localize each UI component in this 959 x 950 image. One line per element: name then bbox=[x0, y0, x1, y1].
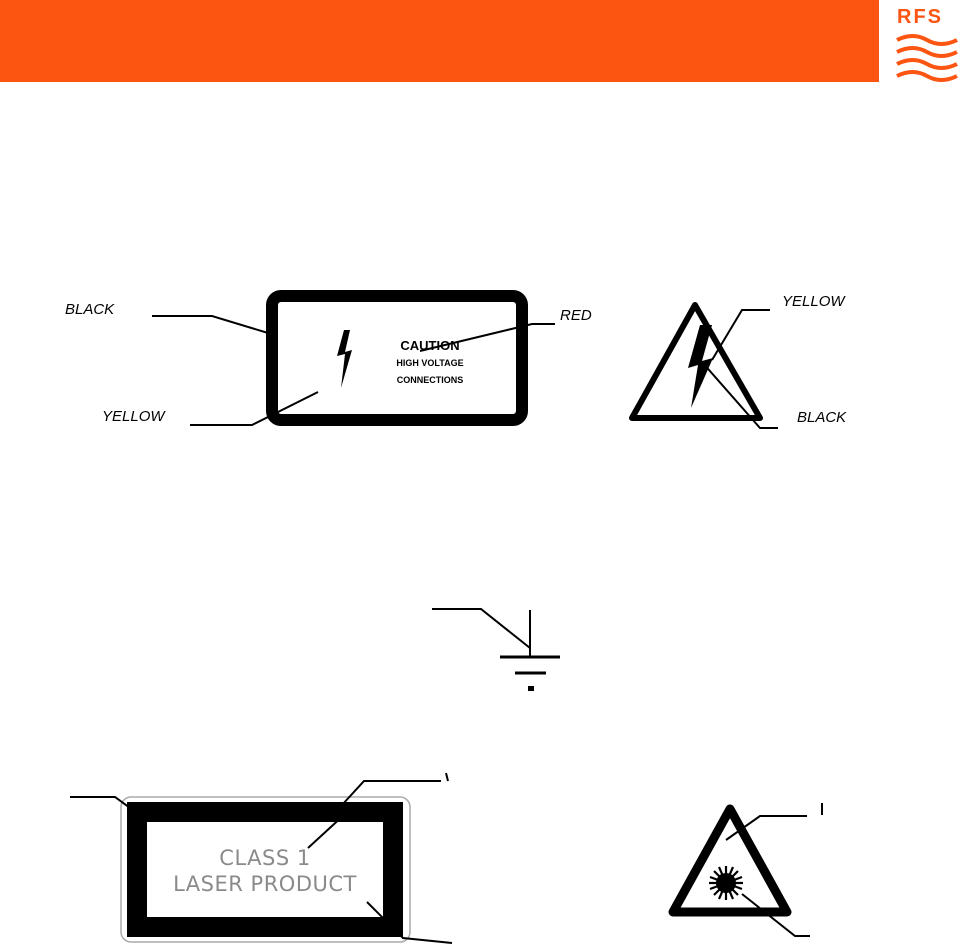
triangle-callout-black: BLACK bbox=[797, 409, 847, 426]
laser-warning-icon bbox=[673, 809, 787, 912]
laser-class-text: CLASS 1 bbox=[219, 846, 311, 870]
black-callout-line bbox=[152, 316, 268, 333]
lightning-icon bbox=[337, 330, 352, 388]
callout-black: BLACK bbox=[65, 301, 115, 318]
cut-off-callout-mark-2 bbox=[446, 773, 448, 781]
laser-product-text: LASER PRODUCT bbox=[173, 872, 357, 896]
connections-text: CONNECTIONS bbox=[396, 375, 464, 385]
high-voltage-text: HIGH VOLTAGE bbox=[396, 358, 464, 368]
callout-red: RED bbox=[560, 307, 592, 324]
logo-text: RFS bbox=[897, 6, 943, 28]
callout-yellow: YELLOW bbox=[102, 408, 165, 425]
laser-red-callout-line bbox=[342, 781, 441, 805]
triangle-callout-yellow: YELLOW bbox=[782, 293, 845, 310]
ground-symbol-icon bbox=[432, 609, 560, 691]
triangle-lightning-icon bbox=[688, 325, 713, 408]
caution-text: CAUTION bbox=[400, 338, 460, 353]
